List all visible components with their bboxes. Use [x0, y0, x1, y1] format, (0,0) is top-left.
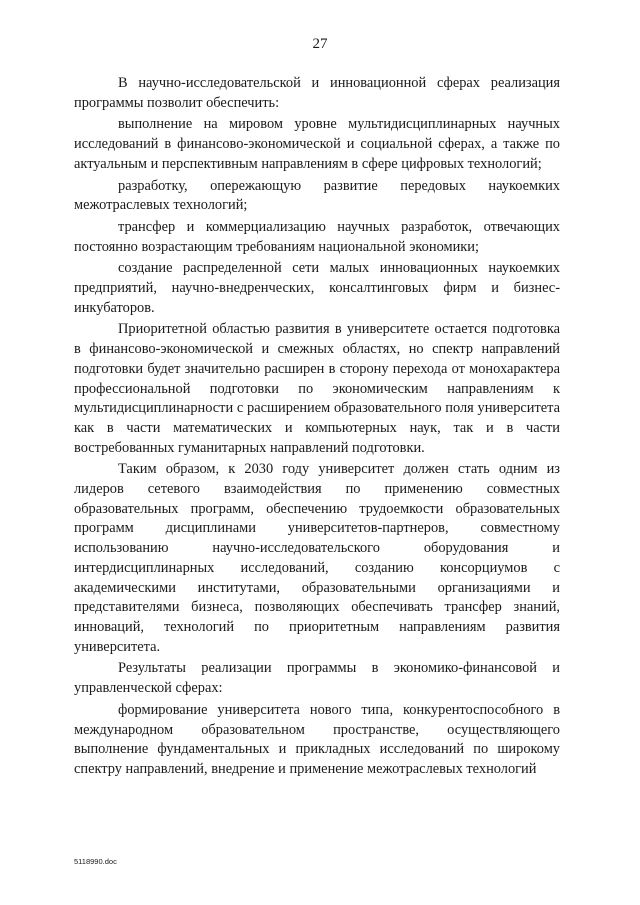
- paragraph: трансфер и коммерциализацию научных разработок, отвечающих постоянно возрастающим требованиям национальной экономики;: [74, 218, 560, 255]
- document-body: [74, 74, 560, 782]
- paragraph: Результаты реализации программы в экономико-финансовой и управленческой сферах:: [74, 660, 560, 697]
- page-number: 27: [312, 36, 328, 52]
- paragraph: разработку, опережающую развитие передовых наукоемких межотраслевых технологий;: [74, 177, 560, 214]
- paragraph: создание распределенной сети малых инновационных наукоемких предприятий, научно-внедренческих, консалтинговых фирм и бизнес-инкубаторов.: [74, 260, 560, 316]
- paragraph: выполнение на мировом уровне мультидисциплинарных научных исследований в финансово-экономической и социальной сферах, а также по актуальным и перспективным направлениям в сфере цифровых технологий;: [74, 116, 560, 172]
- paragraph: формирование университета нового типа, конкурентоспособного в международном образовательном пространстве, осуществляющего выполнение фундаментальных и прикладных исследований по широкому спектру направлений, внедрение и применение межотраслевых технологий: [74, 701, 560, 777]
- document-filename: 5118990.doc: [74, 857, 117, 866]
- paragraph: В научно-исследовательской и инновационной сферах реализация программы позволит обеспечить:: [74, 75, 560, 111]
- paragraph: Таким образом, к 2030 году университет должен стать одним из лидеров сетевого взаимодействия по применению совместных образовательных программ, обеспечению трудоемкости образовательных программ дисциплинами университетов-партнеров, совместному использованию научно-исследовательского оборудования и интердисциплинарных исследований, созданию консорциумов с академическими институтами, образовательными организациями и представителями бизнеса, позволяющих обеспечивать трансфер знаний, инноваций, технологий по приоритетным направлениям развития университета.: [74, 461, 560, 655]
- paragraph: Приоритетной областью развития в университете остается подготовка в финансово-экономической и смежных областях, но спектр направлений подготовки будет значительно расширен в сторону перехода от монохарактера профессиональной подготовки по экономическим направлениям к мультидисциплинарности с расширением образовательного поля университета как в части математических и компьютерных наук, так и в части востребованных гуманитарных направлений подготовки.: [74, 321, 560, 456]
